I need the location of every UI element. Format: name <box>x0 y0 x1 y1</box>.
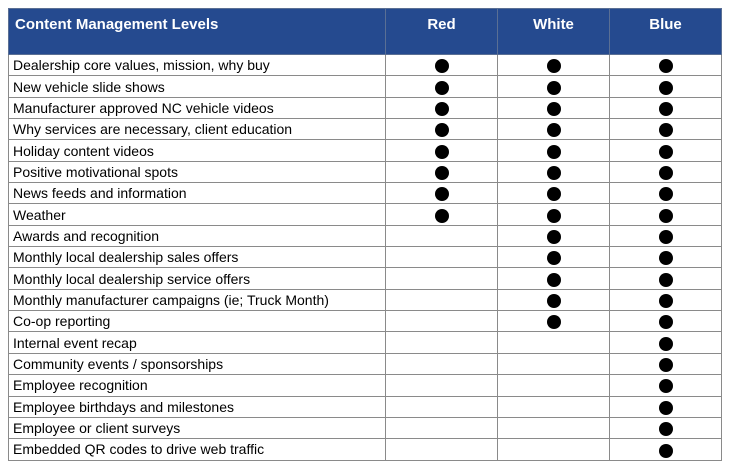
tier-cell-red <box>386 204 498 225</box>
table-row <box>9 375 722 396</box>
row-label: Co-op reporting <box>9 311 386 332</box>
included-dot-icon <box>659 401 673 415</box>
tier-cell-blue <box>610 332 722 353</box>
included-dot-icon <box>659 209 673 223</box>
tier-cell-white <box>498 353 610 374</box>
included-dot-icon <box>659 81 673 95</box>
included-dot-icon <box>547 145 561 159</box>
tier-cell-white <box>498 76 610 97</box>
tier-cell-red <box>386 183 498 204</box>
tier-cell-blue <box>610 76 722 97</box>
tier-cell-blue <box>610 289 722 310</box>
content-levels-table-wrap <box>8 8 722 461</box>
tier-cell-red <box>386 439 498 460</box>
tier-cell-red <box>386 311 498 332</box>
tier-cell-blue <box>610 396 722 417</box>
included-dot-icon <box>435 59 449 73</box>
included-dot-icon <box>435 209 449 223</box>
tier-cell-red <box>386 55 498 76</box>
included-dot-icon <box>659 145 673 159</box>
table-body <box>9 55 722 461</box>
header-tier-white: White <box>498 9 610 55</box>
row-label: New vehicle slide shows <box>9 76 386 97</box>
included-dot-icon <box>435 145 449 159</box>
included-dot-icon <box>435 166 449 180</box>
tier-cell-white <box>498 225 610 246</box>
included-dot-icon <box>659 251 673 265</box>
included-dot-icon <box>435 81 449 95</box>
included-dot-icon <box>659 123 673 137</box>
included-dot-icon <box>659 337 673 351</box>
row-label: Dealership core values, mission, why buy <box>9 55 386 76</box>
included-dot-icon <box>659 294 673 308</box>
included-dot-icon <box>659 422 673 436</box>
tier-cell-white <box>498 204 610 225</box>
included-dot-icon <box>659 166 673 180</box>
tier-cell-blue <box>610 183 722 204</box>
tier-cell-red <box>386 247 498 268</box>
row-label: Awards and recognition <box>9 225 386 246</box>
row-label: Embedded QR codes to drive web traffic <box>9 439 386 460</box>
header-tier-blue: Blue <box>610 9 722 55</box>
tier-cell-blue <box>610 161 722 182</box>
tier-cell-red <box>386 161 498 182</box>
row-label: Internal event recap <box>9 332 386 353</box>
table-row <box>9 204 722 225</box>
tier-cell-blue <box>610 268 722 289</box>
row-label: Employee birthdays and milestones <box>9 396 386 417</box>
tier-cell-red <box>386 268 498 289</box>
tier-cell-red <box>386 140 498 161</box>
row-label: Holiday content videos <box>9 140 386 161</box>
row-label: News feeds and information <box>9 183 386 204</box>
tier-cell-white <box>498 417 610 438</box>
table-row <box>9 161 722 182</box>
tier-cell-white <box>498 55 610 76</box>
header-row <box>9 9 722 55</box>
table-row <box>9 97 722 118</box>
table-row <box>9 183 722 204</box>
tier-cell-white <box>498 289 610 310</box>
tier-cell-white <box>498 161 610 182</box>
tier-cell-white <box>498 311 610 332</box>
tier-cell-blue <box>610 204 722 225</box>
row-label: Monthly local dealership service offers <box>9 268 386 289</box>
tier-cell-blue <box>610 55 722 76</box>
included-dot-icon <box>659 187 673 201</box>
tier-cell-red <box>386 332 498 353</box>
tier-cell-blue <box>610 439 722 460</box>
table-row <box>9 76 722 97</box>
table-row <box>9 225 722 246</box>
included-dot-icon <box>659 102 673 116</box>
included-dot-icon <box>435 102 449 116</box>
row-label: Manufacturer approved NC vehicle videos <box>9 97 386 118</box>
tier-cell-red <box>386 375 498 396</box>
included-dot-icon <box>547 166 561 180</box>
included-dot-icon <box>547 273 561 287</box>
tier-cell-red <box>386 119 498 140</box>
tier-cell-blue <box>610 97 722 118</box>
included-dot-icon <box>547 251 561 265</box>
header-tier-red: Red <box>386 9 498 55</box>
included-dot-icon <box>547 81 561 95</box>
included-dot-icon <box>659 273 673 287</box>
included-dot-icon <box>435 187 449 201</box>
tier-cell-blue <box>610 353 722 374</box>
included-dot-icon <box>547 294 561 308</box>
tier-cell-blue <box>610 311 722 332</box>
tier-cell-white <box>498 439 610 460</box>
table-row <box>9 119 722 140</box>
tier-cell-red <box>386 225 498 246</box>
table-row <box>9 332 722 353</box>
row-label: Monthly local dealership sales offers <box>9 247 386 268</box>
included-dot-icon <box>659 379 673 393</box>
table-row <box>9 247 722 268</box>
tier-cell-white <box>498 268 610 289</box>
included-dot-icon <box>547 102 561 116</box>
table-row <box>9 268 722 289</box>
included-dot-icon <box>659 358 673 372</box>
row-label: Positive motivational spots <box>9 161 386 182</box>
tier-cell-white <box>498 183 610 204</box>
tier-cell-red <box>386 417 498 438</box>
included-dot-icon <box>547 187 561 201</box>
included-dot-icon <box>547 59 561 73</box>
tier-cell-red <box>386 289 498 310</box>
tier-cell-blue <box>610 140 722 161</box>
table-row <box>9 289 722 310</box>
table-row <box>9 417 722 438</box>
included-dot-icon <box>547 230 561 244</box>
table-row <box>9 353 722 374</box>
table-row <box>9 311 722 332</box>
tier-cell-white <box>498 140 610 161</box>
row-label: Monthly manufacturer campaigns (ie; Truck Month) <box>9 289 386 310</box>
included-dot-icon <box>435 123 449 137</box>
row-label: Weather <box>9 204 386 225</box>
tier-cell-white <box>498 97 610 118</box>
row-label: Employee or client surveys <box>9 417 386 438</box>
included-dot-icon <box>659 59 673 73</box>
included-dot-icon <box>547 315 561 329</box>
tier-cell-white <box>498 396 610 417</box>
tier-cell-blue <box>610 119 722 140</box>
included-dot-icon <box>547 209 561 223</box>
included-dot-icon <box>547 123 561 137</box>
table-header <box>9 9 722 55</box>
table-row <box>9 140 722 161</box>
tier-cell-blue <box>610 247 722 268</box>
row-label: Why services are necessary, client education <box>9 119 386 140</box>
included-dot-icon <box>659 230 673 244</box>
tier-cell-blue <box>610 225 722 246</box>
included-dot-icon <box>659 444 673 458</box>
tier-cell-red <box>386 76 498 97</box>
included-dot-icon <box>659 315 673 329</box>
tier-cell-blue <box>610 417 722 438</box>
tier-cell-white <box>498 119 610 140</box>
tier-cell-white <box>498 247 610 268</box>
content-levels-table <box>8 8 722 461</box>
table-row <box>9 439 722 460</box>
row-label: Employee recognition <box>9 375 386 396</box>
tier-cell-red <box>386 353 498 374</box>
tier-cell-red <box>386 97 498 118</box>
table-row <box>9 55 722 76</box>
tier-cell-red <box>386 396 498 417</box>
tier-cell-blue <box>610 375 722 396</box>
row-label: Community events / sponsorships <box>9 353 386 374</box>
tier-cell-white <box>498 332 610 353</box>
table-row <box>9 396 722 417</box>
header-feature: Content Management Levels <box>9 9 386 55</box>
tier-cell-white <box>498 375 610 396</box>
